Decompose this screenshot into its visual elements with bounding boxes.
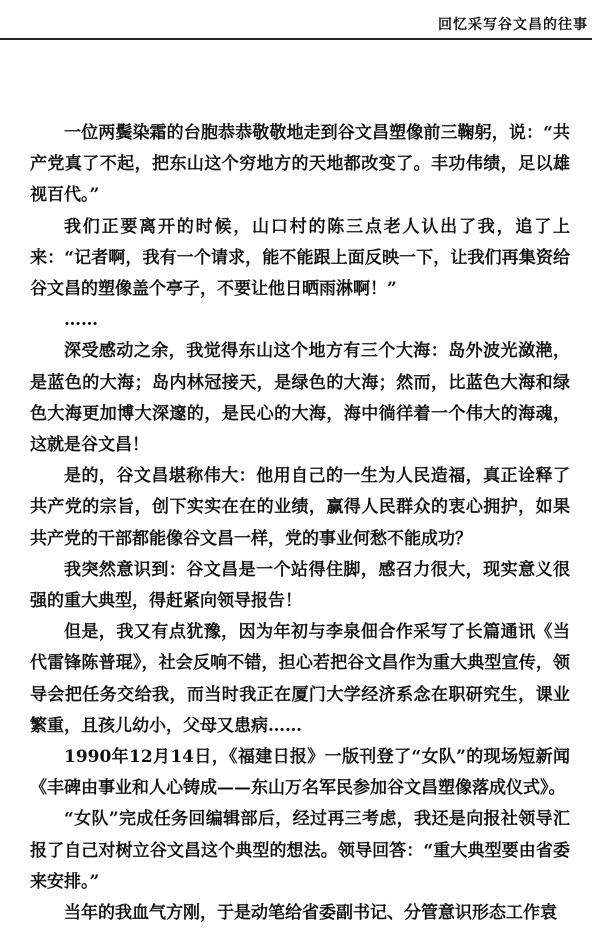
paragraph-6: 但是，我又有点犹豫，因为年初与李泉佃合作采写了长篇通讯《当代雷锋陈普琨》，社会反响不错，担心若把谷文昌作为重大典型宣传，领导会把任务交给我，而当时我正在厦门大学经济系念在职研究生，课业繁重，且孩儿幼小，父母又患病…… (30, 622, 570, 736)
paragraph-3: 深受感动之余，我觉得东山这个地方有三个大海：岛外波光潋滟，是蓝色的大海；岛内林冠接天，是绿色的大海；然而，比蓝色大海和绿色大海更加博大深邃的，是民心的大海，海中徜徉着一个伟大的海魂，这就是谷文昌！ (30, 341, 570, 456)
paragraph-ellipsis: …… (64, 310, 98, 331)
paragraph-8: “女队”完成任务回编辑部后，经过再三考虑，我还是向报社领导汇报了自己对树立谷文昌这个典型的想法。领导回答：“重大典型要由省委来安排。” (30, 809, 570, 892)
page-header (0, 4, 592, 40)
article-body (30, 118, 570, 929)
running-header-title: 回忆采写谷文昌的往事 (438, 17, 588, 33)
paragraph-9: 当年的我血气方刚，于是动笔给省委副书记、分管意识形态工作袁 (64, 903, 557, 924)
paragraph-5: 我突然意识到：谷文昌是一个站得住脚，感召力很大，现实意义很强的重大典型，得赶紧向领导报告！ (30, 559, 570, 612)
paragraph-4: 是的，谷文昌堪称伟大：他用自己的一生为人民造福，真正诠释了共产党的宗旨，创下实实在在的业绩，赢得人民群众的衷心拥护，如果共产党的干部都能像谷文昌一样，党的事业何愁不能成功？ (30, 466, 570, 549)
paragraph-7: 1990年12月14日，《福建日报》一版刊登了“女队”的现场短新闻《丰碑由事业和人心铸成——东山万名军民参加谷文昌塑像落成仪式》。 (30, 747, 570, 799)
paragraph-2: 我们正要离开的时候，山口村的陈三点老人认出了我，追了上来：“记者啊，我有一个请求，能不能跟上面反映一下，让我们再集资给谷文昌的塑像盖个亭子，不要让他日晒雨淋啊！” (30, 216, 570, 300)
paragraph-1: 一位两鬓染霜的台胞恭恭敬敬地走到谷文昌塑像前三鞠躬，说：“共产党真了不起，把东山这个穷地方的天地都改变了。丰功伟绩，足以雄视百代。” (30, 123, 570, 206)
